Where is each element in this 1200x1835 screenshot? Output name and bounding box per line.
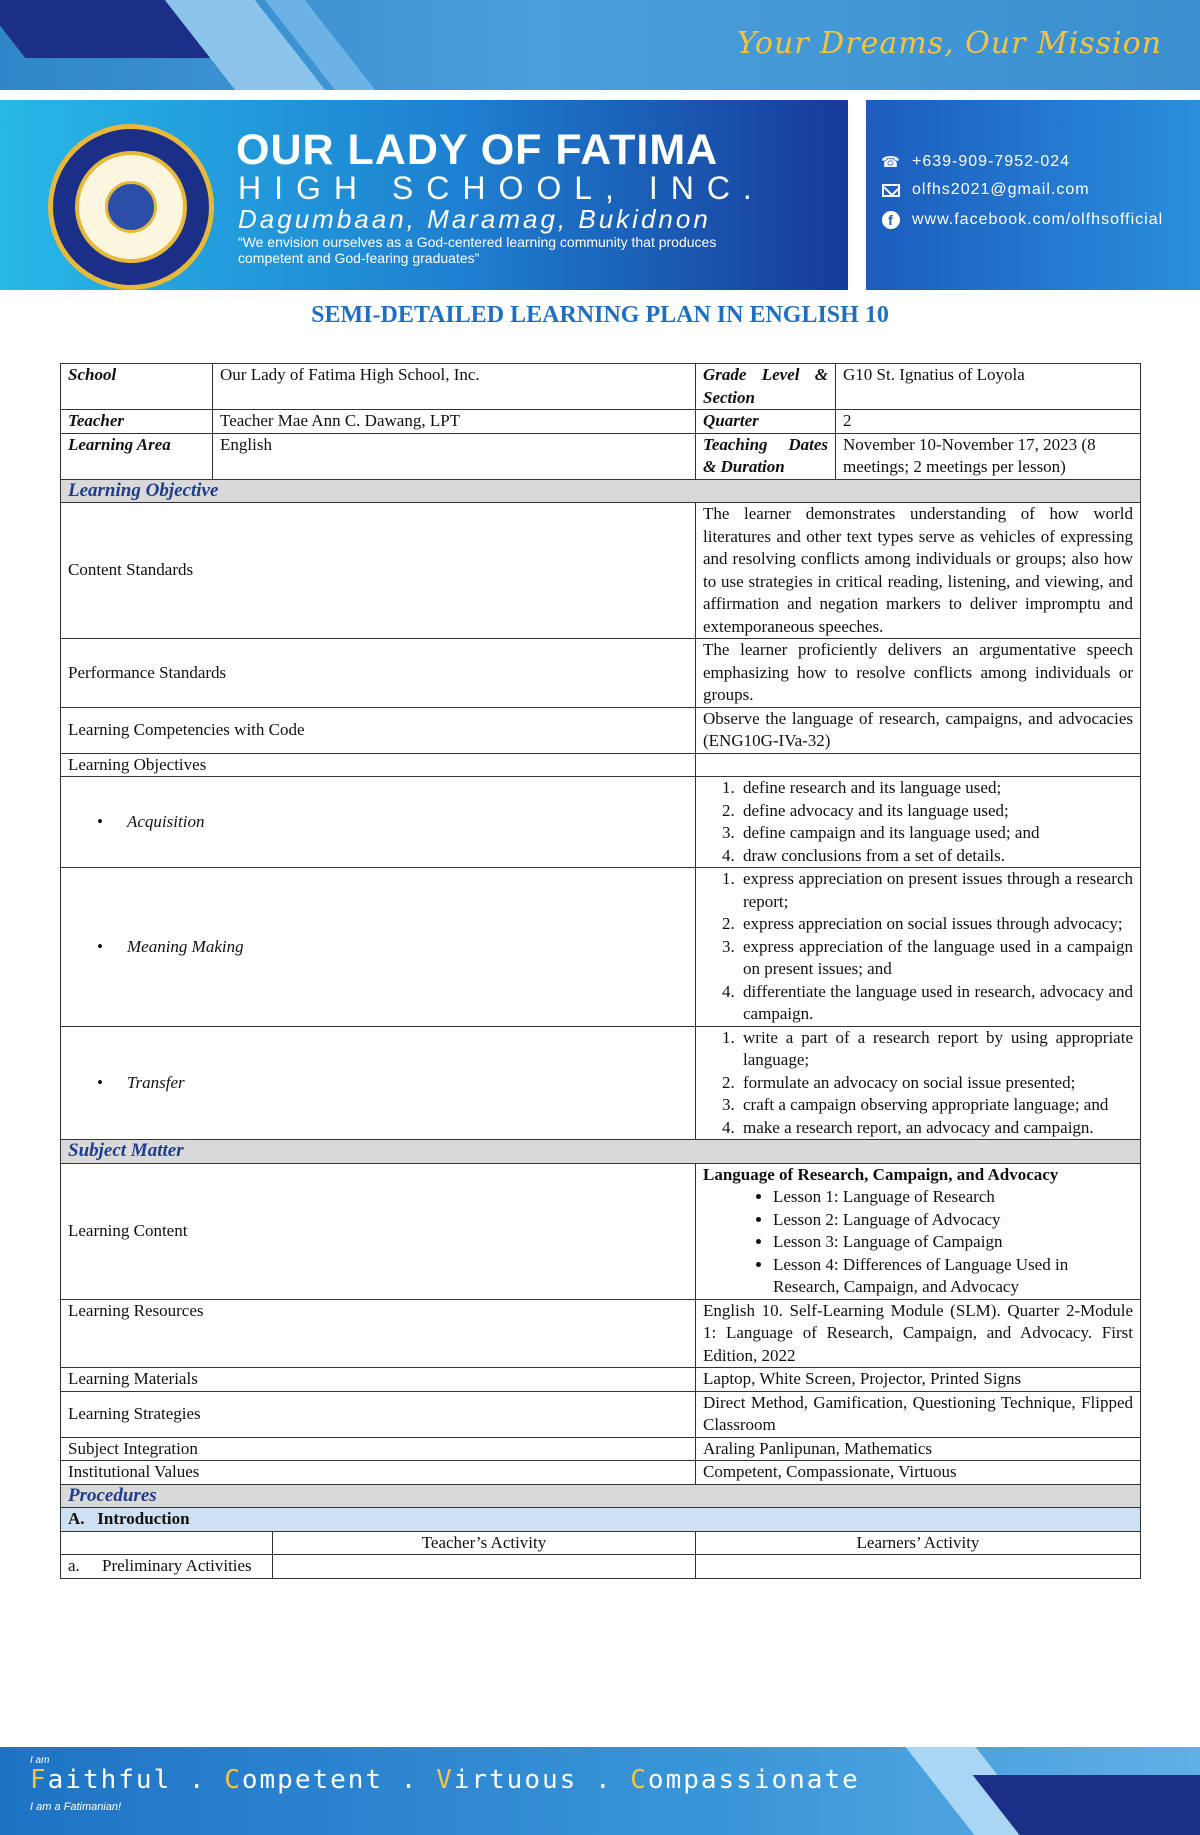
- list-item: • Lesson 4: Differences of Language Used in Research, Campaign, and Advocacy: [773, 1254, 1133, 1299]
- school-name: OUR LADY OF FATIMA: [236, 126, 719, 174]
- school-label: School: [61, 364, 213, 410]
- list-item: 3. express appreciation of the language used in a campaign on present issues; and: [739, 936, 1133, 981]
- table-row: [61, 1368, 1141, 1392]
- school-motto: Your Dreams, Our Mission: [736, 26, 1162, 61]
- learners-activity-cell: [696, 1555, 1141, 1579]
- table-row: [61, 1555, 1141, 1579]
- dates-value: November 10-November 17, 2023 (8 meetings; 2 meetings per lesson): [836, 433, 1141, 479]
- list-item: 2. formulate an advocacy on social issue presented;: [739, 1072, 1133, 1095]
- institutional-values-value: Competent, Compassionate, Virtuous: [696, 1461, 1141, 1485]
- transfer-list: [703, 1027, 1133, 1140]
- value-rest: ompetent: [241, 1765, 384, 1795]
- content-standards-value: The learner demonstrates understanding of how world literatures and other text types serve as vehicles of expressing and resolving conflicts among individuals or groups; also how to use strategies in critical reading, listening, and viewing, and affirmation and negation markers to deliver impromptu and extemporaneous speeches.: [696, 503, 1141, 639]
- seal-inner-ring: [75, 151, 187, 263]
- contact-email[interactable]: [880, 178, 1090, 202]
- competencies-value: Observe the language of research, campaigns, and advocacies (ENG10G-IVa-32): [696, 707, 1141, 753]
- list-item: 2. define advocacy and its language used;: [739, 800, 1133, 823]
- teacher-value: Teacher Mae Ann C. Dawang, LPT: [213, 410, 696, 434]
- meaning-label: Meaning Making: [127, 936, 244, 956]
- learning-resources-label: Learning Resources: [61, 1299, 696, 1368]
- preliminary-marker: a.: [68, 1556, 80, 1575]
- list-item: • Lesson 3: Language of Campaign: [773, 1231, 1133, 1254]
- contact-phone: [880, 150, 1070, 174]
- school-seal-logo: [48, 124, 214, 290]
- competencies-label: Learning Competencies with Code: [61, 707, 696, 753]
- list-item: 2. express appreciation on social issues through advocacy;: [739, 913, 1133, 936]
- learning-materials-label: Learning Materials: [61, 1368, 696, 1392]
- fleur-de-lis-icon: [105, 181, 157, 233]
- acquisition-label-cell: • Acquisition: [61, 777, 696, 868]
- area-label: Learning Area: [61, 433, 213, 479]
- facebook-text: www.facebook.com/olfhsofficial: [912, 211, 1164, 228]
- list-item: 4. differentiate the language used in research, advocacy and campaign.: [739, 981, 1133, 1026]
- table-row: [61, 410, 1141, 434]
- procedures-heading: Procedures: [61, 1484, 1141, 1508]
- section-row: [61, 479, 1141, 503]
- table-row: [61, 1391, 1141, 1437]
- contact-facebook[interactable]: [880, 208, 1163, 232]
- school-location: Dagumbaan, Maramag, Bukidnon: [238, 204, 711, 234]
- school-vision: “We envision ourselves as a God-centered learning community that produces competent and God-fearing graduates”: [238, 234, 717, 266]
- objectives-label: Learning Objectives: [61, 753, 696, 777]
- table-row: [61, 777, 1141, 868]
- footer-tagline: I am a Fatimanian!: [30, 1801, 122, 1813]
- meaning-label-cell: • Meaning Making: [61, 868, 696, 1027]
- phone-icon: ☎: [881, 154, 901, 171]
- value-separator: .: [171, 1765, 225, 1795]
- acquisition-list-cell: [696, 777, 1141, 868]
- teacher-label: Teacher: [61, 410, 213, 434]
- learning-resources-value: English 10. Self-Learning Module (SLM). Quarter 2-Module 1: Language of Research, Campaign, and Advocacy. First Edition, 2022: [696, 1299, 1141, 1368]
- transfer-label-cell: • Transfer: [61, 1026, 696, 1140]
- phone-text: +639-909-7952-024: [912, 153, 1071, 170]
- list-item: 1. express appreciation on present issues through a research report;: [739, 868, 1133, 913]
- footer-iam: I am: [30, 1755, 50, 1766]
- list-item: 3. craft a campaign observing appropriate language; and: [739, 1094, 1133, 1117]
- subject-matter-heading: Subject Matter: [61, 1140, 1141, 1164]
- learning-plan-table: [60, 363, 1141, 1579]
- document-title: SEMI-DETAILED LEARNING PLAN IN ENGLISH 10: [311, 302, 889, 328]
- performance-standards-label: Performance Standards: [61, 639, 696, 708]
- grade-label: Grade Level & Section: [696, 364, 836, 410]
- value-initial: C: [224, 1765, 242, 1795]
- preliminary-label: Preliminary Activities: [102, 1556, 252, 1575]
- subject-integration-value: Araling Panlipunan, Mathematics: [696, 1437, 1141, 1461]
- list-item: 1. define research and its language used;: [739, 777, 1133, 800]
- table-row: [61, 639, 1141, 708]
- objectives-empty: [696, 753, 1141, 777]
- school-subtitle: HIGH SCHOOL, INC.: [238, 170, 765, 206]
- learning-strategies-value: Direct Method, Gamification, Questioning Technique, Flipped Classroom: [696, 1391, 1141, 1437]
- section-row: [61, 1140, 1141, 1164]
- table-row: [61, 707, 1141, 753]
- value-rest: ompassionate: [647, 1765, 860, 1795]
- area-value: English: [213, 433, 696, 479]
- table-row: [61, 364, 1141, 410]
- content-standards-label: Content Standards: [61, 503, 696, 639]
- school-value: Our Lady of Fatima High School, Inc.: [213, 364, 696, 410]
- value-rest: aithful: [47, 1765, 172, 1795]
- top-banner: [0, 0, 1200, 90]
- table-row: [61, 1026, 1141, 1140]
- facebook-icon: f: [880, 211, 902, 229]
- learning-content-label: Learning Content: [61, 1163, 696, 1299]
- grade-value: G10 St. Ignatius of Loyola: [836, 364, 1141, 410]
- learning-strategies-label: Learning Strategies: [61, 1391, 696, 1437]
- section-row: [61, 1484, 1141, 1508]
- learners-activity-header: Learners’ Activity: [696, 1531, 1141, 1555]
- table-row: [61, 1163, 1141, 1299]
- list-item: 4. make a research report, an advocacy and campaign.: [739, 1117, 1133, 1140]
- table-row: [61, 868, 1141, 1027]
- list-item: 4. draw conclusions from a set of details.: [739, 845, 1133, 868]
- table-row: [61, 433, 1141, 479]
- value-separator: .: [577, 1765, 631, 1795]
- table-row: [61, 1461, 1141, 1485]
- mail-icon: [880, 181, 902, 199]
- meaning-list-cell: [696, 868, 1141, 1027]
- value-initial: V: [436, 1765, 454, 1795]
- email-text: olfhs2021@gmail.com: [912, 181, 1090, 198]
- table-row: [61, 503, 1141, 639]
- value-separator: .: [383, 1765, 437, 1795]
- meaning-list: [703, 868, 1133, 1026]
- table-row: [61, 753, 1141, 777]
- value-initial: F: [30, 1765, 48, 1795]
- acquisition-label: Acquisition: [127, 811, 205, 831]
- footer-values: [30, 1765, 860, 1795]
- list-item: 1. write a part of a research report by using appropriate language;: [739, 1027, 1133, 1072]
- learning-content-cell: [696, 1163, 1141, 1299]
- section-row: [61, 1508, 1141, 1532]
- table-row: [61, 1437, 1141, 1461]
- value-rest: irtuous: [453, 1765, 578, 1795]
- quarter-value: 2: [836, 410, 1141, 434]
- preliminary-cell: [61, 1555, 273, 1579]
- transfer-list-cell: [696, 1026, 1141, 1140]
- institutional-values-label: Institutional Values: [61, 1461, 696, 1485]
- acquisition-list: [703, 777, 1133, 867]
- teacher-activity-cell: [273, 1555, 696, 1579]
- teacher-activity-header: Teacher’s Activity: [273, 1531, 696, 1555]
- introduction-heading: A. Introduction: [61, 1508, 1141, 1532]
- table-row: [61, 1299, 1141, 1368]
- activity-empty: [61, 1531, 273, 1555]
- list-item: 3. define campaign and its language used; and: [739, 822, 1133, 845]
- subject-integration-label: Subject Integration: [61, 1437, 696, 1461]
- learning-objective-heading: Learning Objective: [61, 479, 1141, 503]
- quarter-label: Quarter: [696, 410, 836, 434]
- performance-standards-value: The learner proficiently delivers an argumentative speech emphasizing how to resolve conflicts among individuals or groups.: [696, 639, 1141, 708]
- learning-content-heading: Language of Research, Campaign, and Advocacy: [703, 1164, 1059, 1184]
- dates-label: Teaching Dates & Duration: [696, 433, 836, 479]
- value-initial: C: [630, 1765, 648, 1795]
- transfer-label: Transfer: [127, 1072, 185, 1092]
- learning-materials-value: Laptop, White Screen, Projector, Printed Signs: [696, 1368, 1141, 1392]
- lesson-list: [703, 1186, 1133, 1299]
- footer-banner: [0, 1747, 1200, 1835]
- list-item: • Lesson 1: Language of Research: [773, 1186, 1133, 1209]
- table-row: [61, 1531, 1141, 1555]
- list-item: • Lesson 2: Language of Advocacy: [773, 1209, 1133, 1232]
